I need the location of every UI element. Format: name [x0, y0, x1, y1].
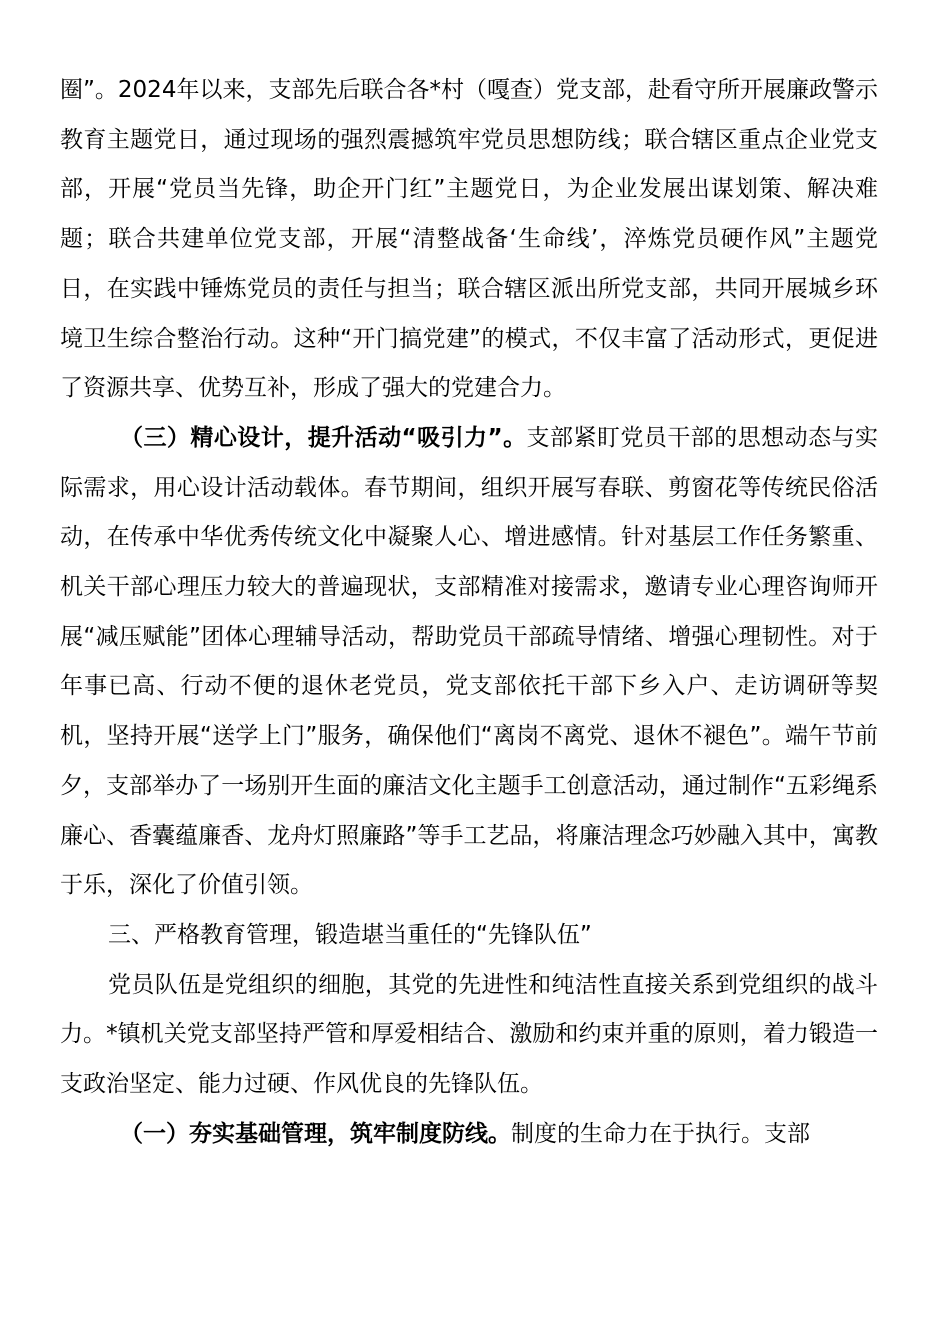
paragraph-subsection-1 — [60, 1110, 878, 1160]
paragraph-text: 圈”。2024年以来，支部先后联合各*村（嘎查）党支部，赴看守所开展廉政警示教育主题党日，通过现场的强烈震撼筑牢党员思想防线；联合辖区重点企业党支部，开展“党员当先锋，助企开门红”主题党日，为企业发展出谋划策、解决难题；联合共建单位党支部，开展“清整战备‘生命线’，淬炼党员硬作风”主题党日，在实践中锤炼党员的责任与担当；联合辖区派出所党支部，共同开展城乡环境卫生综合整治行动。这种“开门搞党建”的模式，不仅丰富了活动形式，更促进了资源共享、优势互补，形成了强大的党建合力。 — [60, 77, 878, 402]
paragraph-section-3-3 — [60, 414, 878, 911]
section-heading-3 — [60, 911, 878, 961]
paragraph-lead-heading: （一）夯实基础管理，筑牢制度防线。 — [120, 1120, 511, 1147]
document-body — [60, 66, 878, 1159]
paragraph-intro — [60, 961, 878, 1110]
paragraph-lead-heading: （三）精心设计，提升活动“吸引力”。 — [120, 424, 527, 451]
paragraph-text: 制度的生命力在于执行。支部 — [511, 1120, 810, 1147]
paragraph-continuation — [60, 66, 878, 414]
paragraph-text: 党员队伍是党组织的细胞，其党的先进性和纯洁性直接关系到党组织的战斗力。*镇机关党支部坚持严管和厚爱相结合、激励和约束并重的原则，着力锻造一支政治坚定、能力过硬、作风优良的先锋队伍。 — [60, 971, 878, 1098]
paragraph-text: 支部紧盯党员干部的思想动态与实际需求，用心设计活动载体。春节期间，组织开展写春联、剪窗花等传统民俗活动，在传承中华优秀传统文化中凝聚人心、增进感情。针对基层工作任务繁重、机关干部心理压力较大的普遍现状，支部精准对接需求，邀请专业心理咨询师开展“减压赋能”团体心理辅导活动，帮助党员干部疏导情绪、增强心理韧性。对于年事已高、行动不便的退休老党员，党支部依托干部下乡入户、走访调研等契机，坚持开展“送学上门”服务，确保他们“离岗不离党、退休不褪色”。端午节前夕，支部举办了一场别开生面的廉洁文化主题手工创意活动，通过制作“五彩绳系廉心、香囊蕴廉香、龙舟灯照廉路”等手工艺品，将廉洁理念巧妙融入其中，寓教于乐，深化了价值引领。 — [60, 424, 879, 899]
section-heading-text: 三、严格教育管理，锻造堪当重任的“先锋队伍” — [108, 921, 592, 948]
